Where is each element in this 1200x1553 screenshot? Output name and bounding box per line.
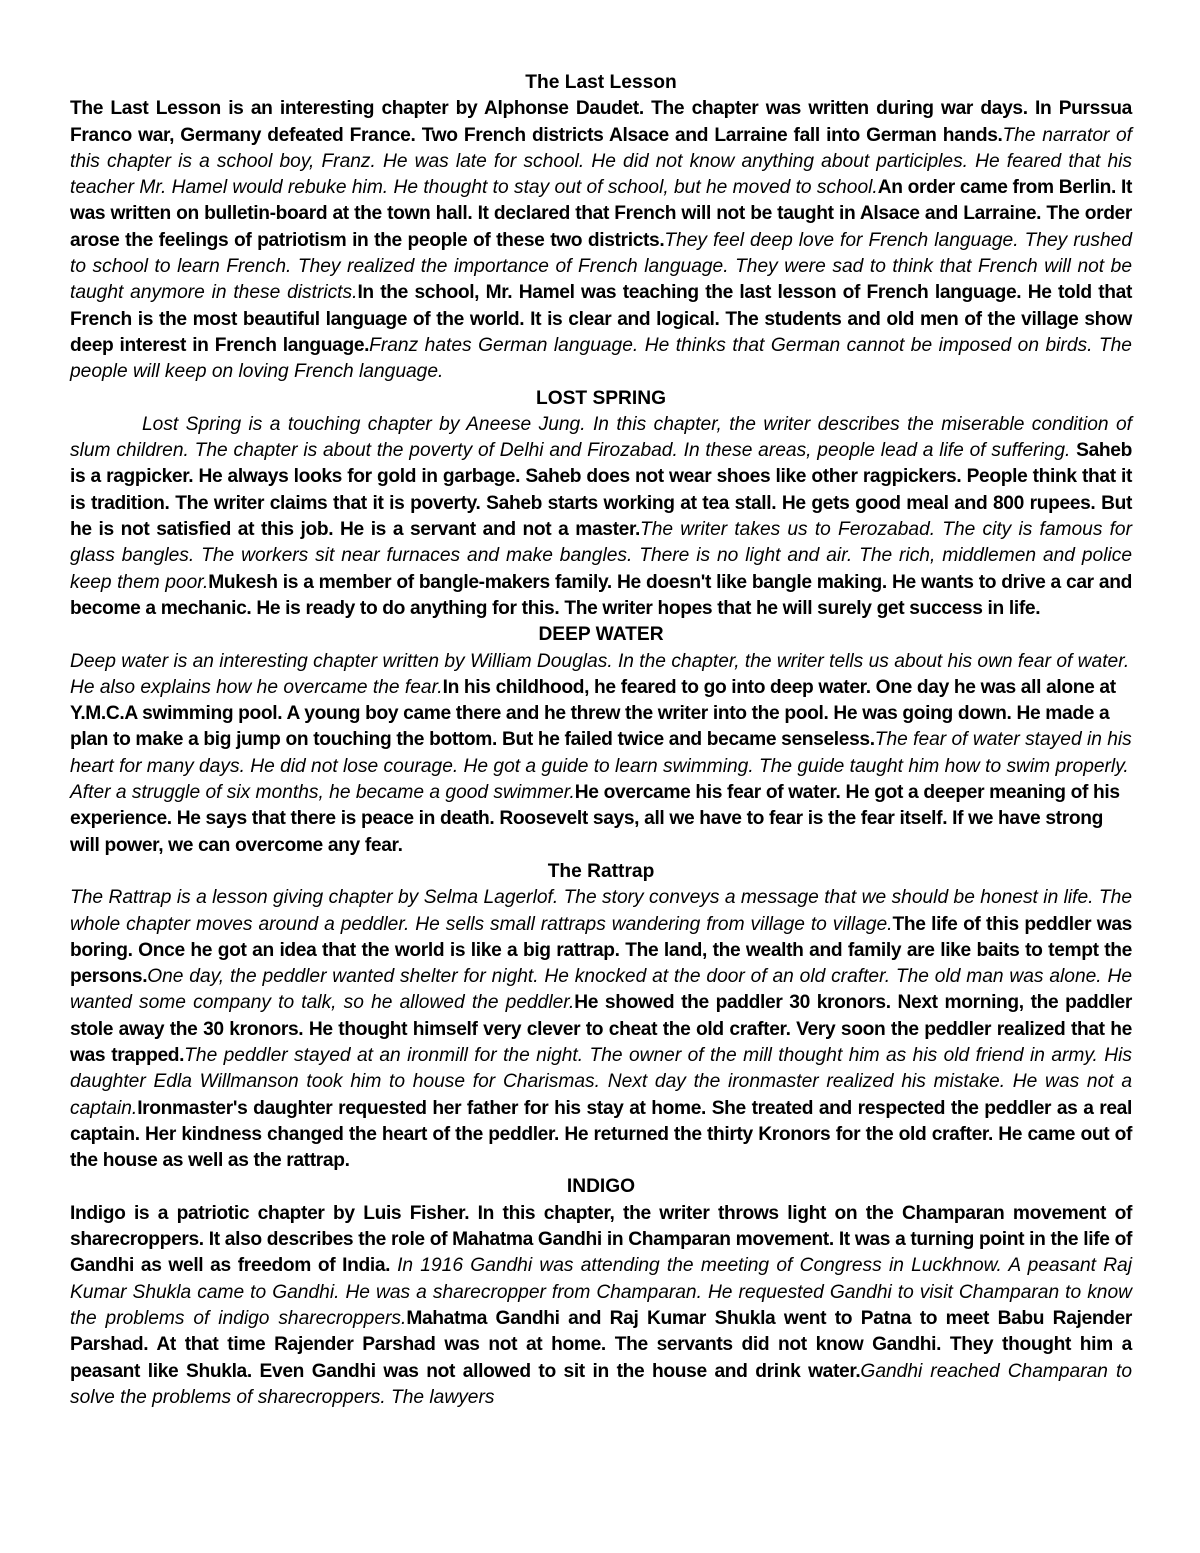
bold-text: In his childhood, he feared to go into deep water. One day he was all alone at Y.M.C.A swimming pool. A young boy came there and he threw the writer into the pool. He was going down. He made a plan to make a big jump on touching the bottom. But he failed twice and became senseless. (70, 676, 1116, 751)
section-paragraph (70, 412, 1132, 622)
italic-text: The Rattrap is a lesson giving chapter by Selma Lagerlof. The story conveys a message that we should be honest in life. The whole chapter moves around a peddler. He sells small rattraps wandering from village to village. (70, 887, 1132, 935)
italic-text: The writer takes us to Ferozabad. The city is famous for glass bangles. The workers sit near furnaces and make bangles. There is no light and air. The rich, middlemen and police keep them poor. (70, 519, 1132, 593)
italic-text: The peddler stayed at an ironmill for the night. The owner of the mill thought him as his old friend in army. His daughter Edla Willmanson took him to house for Charismas. Next day the ironmaster realized his mistake. He was not a captain. (70, 1044, 1132, 1119)
section-paragraph (70, 1201, 1132, 1411)
italic-text: The fear of water stayed in his heart for many days. He did not lose courage. He got a guide to learn swimming. The guide taught him how to swim properly. After a struggle of six months, he became a good swimmer. (70, 729, 1132, 804)
italic-text: They feel deep love for French language. They rushed to school to learn French. They realized the importance of French language. They were sad to think that French will not be taught anymore in these districts. (70, 229, 1132, 304)
bold-text: He showed the paddler 30 kronors. Next morning, the paddler stole away the 30 kronors. He thought himself very clever to cheat the old crafter. Very soon the peddler realized that he was trapped. (70, 992, 1132, 1066)
section-paragraph (70, 649, 1132, 859)
bold-text: Mukesh is a member of bangle-makers family. He doesn't like bangle making. He wants to drive a car and become a mechanic. He is ready to do anything for this. The writer hopes that he will surely get success in life. (70, 571, 1132, 619)
italic-text: In 1916 Gandhi was attending the meeting of Congress in Luckhnow. A peasant Raj Kumar Shukla came to Gandhi. He was a sharecropper from Champaran. He requested Gandhi to visit Champaran to know the problems of indigo sharecroppers. (70, 1255, 1132, 1329)
bold-text: In the school, Mr. Hamel was teaching the last lesson of French language. He told that French is the most beautiful language of the world. It is clear and logical. The students and old men of the village show deep interest in French language. (70, 282, 1132, 356)
italic-text: Deep water is an interesting chapter written by William Douglas. In the chapter, the writer tells us about his own fear of water. He also explains how he overcame the fear. (70, 650, 1130, 698)
section-the-last-lesson (70, 70, 1132, 386)
italic-text: Franz hates German language. He thinks that German cannot be imposed on birds. The people will keep on loving French language. (70, 334, 1132, 383)
italic-text: Gandhi reached Champaran to solve the problems of sharecroppers. The lawyers (70, 1360, 1132, 1408)
bold-text: Saheb is a ragpicker. He always looks for gold in garbage. Saheb does not wear shoes like other ragpickers. People think that it is tradition. The writer claims that it is poverty. Saheb starts working at tea stall. He gets good meal and 800 rupees. But he is not satisfied at this job. He is a servant and not a master. (70, 440, 1132, 541)
section-paragraph (70, 96, 1132, 385)
section-title: INDIGO (566, 1176, 636, 1198)
document-page (70, 70, 1132, 1411)
bold-text: Ironmaster's daughter requested her father for his stay at home. She treated and respected the peddler as a real captain. Her kindness changed the heart of the peddler. He returned the thirty Kronors for the old crafter. He came out of the house as well as the rattrap. (70, 1097, 1132, 1172)
italic-text: Lost Spring is a touching chapter by Aneese Jung. In this chapter, the writer describes the miserable condition of slum children. The chapter is about the poverty of Delhi and Firozabad. In these areas, people lead a life of suffering. (70, 413, 1132, 462)
section-paragraph (70, 885, 1132, 1174)
section-title: LOST SPRING (535, 387, 667, 409)
section-title: DEEP WATER (538, 624, 664, 646)
bold-text: Mahatma Gandhi and Raj Kumar Shukla went to Patna to meet Babu Rajender Parshad. At that time Rajender Parshad was not at home. The servants did not know Gandhi. They thought him a peasant like Shukla. Even Gandhi was not allowed to sit in the house and drink water. (70, 1307, 1132, 1382)
bold-text: An order came from Berlin. It was written on bulletin-board at the town hall. It declared that French will not be taught in Alsace and Larraine. The order arose the feelings of patriotism in the people of these two districts. (70, 177, 1133, 251)
bold-text: He overcame his fear of water. He got a deeper meaning of his experience. He says that there is peace in death. Roosevelt says, all we have to fear is the fear itself. If we have strong will power, we can overcome any fear. (70, 782, 1120, 856)
section-indigo (70, 1174, 1132, 1411)
section-the-rattrap (70, 859, 1132, 1175)
section-title: The Rattrap (547, 860, 655, 882)
bold-text: The Last Lesson is an interesting chapter by Alphonse Daudet. The chapter was written during war days. In Purssua Franco war, Germany defeated France. Two French districts Alsace and Larraine fall into German hands. (70, 98, 1132, 146)
italic-text: The narrator of this chapter is a school boy, Franz. He was late for school. He did not know anything about participles. He feared that his teacher Mr. Hamel would rebuke him. He thought to stay out of school, but he moved to school. (70, 124, 1132, 199)
bold-text: Indigo is a patriotic chapter by Luis Fisher. In this chapter, the writer throws light on the Champaran movement of sharecroppers. It also describes the role of Mahatma Gandhi in Champaran movement. It was a turning point in the life of Gandhi as well as freedom of India. (70, 1202, 1132, 1277)
italic-text: One day, the peddler wanted shelter for night. He knocked at the door of an old crafter. The old man was alone. He wanted some company to talk, so he allowed the peddler. (70, 966, 1132, 1014)
section-deep-water (70, 622, 1132, 859)
bold-text: The life of this peddler was boring. Once he got an idea that the world is like a big rattrap. The land, the wealth and family are like baits to tempt the persons. (70, 913, 1133, 988)
section-lost-spring (70, 386, 1132, 623)
section-title: The Last Lesson (525, 72, 677, 93)
